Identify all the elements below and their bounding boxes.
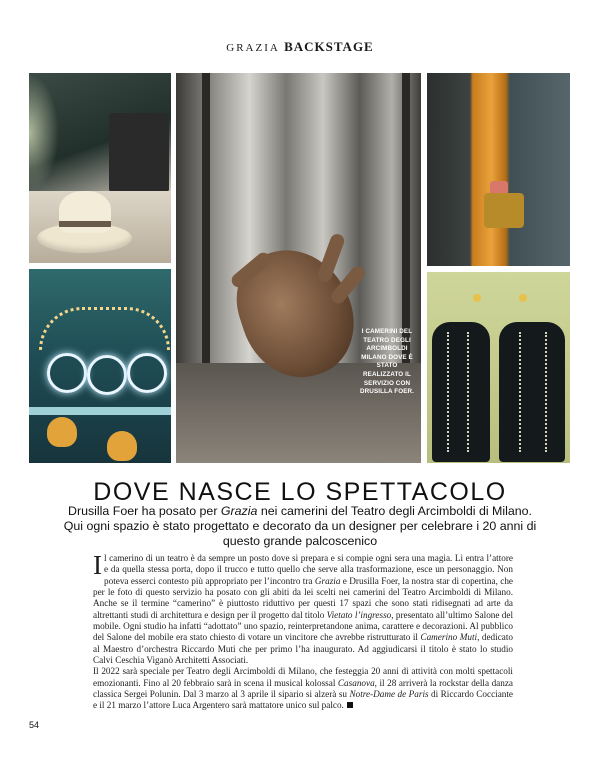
- photo-curtain-chair: [427, 73, 570, 266]
- section-header: [0, 39, 600, 55]
- article-body: [93, 550, 514, 712]
- photo-mirrors-lights: [29, 269, 171, 463]
- article-title: DOVE NASCE LO SPETTACOLO: [93, 478, 507, 506]
- paragraph: Il 2022 sarà speciale per Teatro degli Arcimboldi di Milano, che festeggia 20 anni di attività con molti spettacoli emozionanti. Fino al 20 febbraio sarà in scena il musical kolossal Casanova, il 28 arriverà la rockstar della danza classica Sergei Polunin. Dal 3 marzo al 3 aprile il sipario si alzerà su Notre-Dame de Paris di Riccardo Cocciante e il 21 marzo l’attore Luca Argentero sarà mattatore unico sul palco.: [93, 666, 513, 711]
- page-number: 54: [29, 720, 40, 730]
- photo-hand-sculpture: [176, 73, 421, 463]
- article-subtitle: Drusilla Foer ha posato per Grazia nei camerini del Teatro degli Arcimboldi di Milano. Qui ogni spazio è stato progettato e decorato da un designer per celebrare i 20 anni di questo grande palcoscenico: [63, 504, 537, 548]
- paragraph: Il camerino di un teatro è da sempre un posto dove si prepara e si compie ogni sera una magia. Lì entra l’attore e da quella stessa porta, dopo il trucco e tutto quello che serve alla trasformazione, esce un personaggio. Non poteva esserci contesto più appropriato per l’incontro tra Grazia e Drusilla Foer, la nostra star di copertina, che per le foto di questo servizio ha posato con gli abiti da lei scelti nei camerini del Teatro Arcimboldi di Milano. Anche se il termine “camerino” è piuttosto riduttivo per questi 17 spazi che sono stati ridisegnati ad arte da altrettanti studi di architettura e design per il progetto dal titolo Vietato l’ingresso, presentato all’ultimo Salone del mobile. Ogni studio ha infatti “adottato” uno spazio, reinterpretandone anima, carattere e decorazioni. Al pubblico del Salone del mobile era stato chiesto di votare un vincitore che avrebbe ristrutturato il Camerino Muti, dedicato al Maestro d’orchestra Riccardo Muti che per primo l’ha inaugurato. Ad aggiudicarsi il titolo è stato lo studio Calvi Ceschia Viganò Architetti Associati.: [93, 550, 514, 666]
- end-mark-icon: [347, 702, 353, 708]
- drop-cap: I: [93, 550, 102, 580]
- section-name: BACKSTAGE: [284, 39, 374, 54]
- photo-jackets: [427, 272, 570, 463]
- magazine-name: GRAZIA: [226, 42, 280, 54]
- photo-hat-luggage: [29, 73, 171, 263]
- photo-caption: I CAMERINI DEL TEATRO DEGLI ARCIMBOLDI MILANO DOVE È STATO REALIZZATO IL SERVIZIO CON DRUSILLA FOER.: [360, 328, 414, 396]
